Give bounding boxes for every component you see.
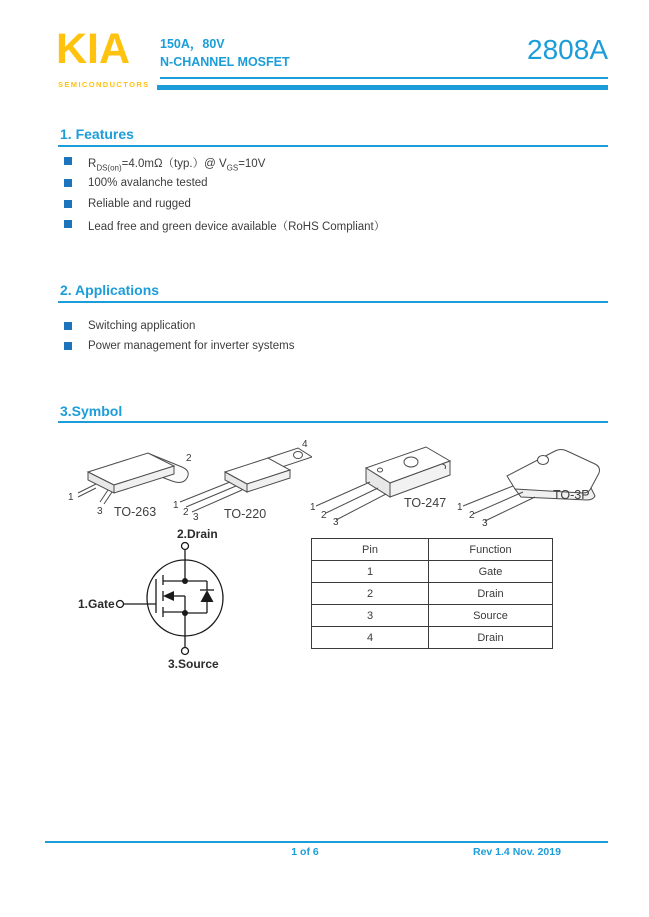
pin-number: 1: [68, 492, 74, 503]
pin-function-table: [311, 538, 553, 649]
terminal-label-source: 3.Source: [168, 657, 219, 671]
bullet-square-icon: [64, 220, 72, 228]
package-label-to3p: TO-3P: [553, 488, 590, 502]
mosfet-symbol-drawing: [70, 524, 280, 674]
pin-number: 3: [193, 512, 199, 523]
page-number: 1 of 6: [291, 846, 319, 858]
footer-rule: [45, 841, 608, 843]
package-label-to220: TO-220: [224, 507, 267, 521]
pin-cell: 3: [312, 605, 429, 627]
application-text: Switching application: [88, 320, 196, 332]
table-row: [312, 605, 553, 627]
feature-text: Lead free and green device available（RoHS Compliant）: [88, 221, 386, 233]
function-cell: Drain: [429, 627, 553, 649]
pin-number: 4: [302, 440, 308, 450]
application-text: Power management for inverter systems: [88, 340, 295, 352]
table-row: [312, 627, 553, 649]
header-rule-thick: [157, 85, 608, 90]
revision-label: Rev 1.4 Nov. 2019: [473, 846, 561, 858]
bullet-square-icon: [64, 342, 72, 350]
package-to247-drawing: [308, 436, 458, 536]
terminal-label-drain: 2.Drain: [177, 527, 218, 541]
pin-number: 1: [310, 502, 316, 513]
table-header-function: Function: [429, 539, 553, 561]
feature-text: 100% avalanche tested: [88, 177, 208, 189]
feature-item: [64, 177, 208, 189]
table-header-row: [312, 539, 553, 561]
function-cell: Drain: [429, 583, 553, 605]
header-rule-thin: [160, 77, 608, 79]
feature-item: [64, 198, 191, 210]
function-cell: Gate: [429, 561, 553, 583]
pin-number: 2: [186, 453, 192, 464]
package-to220-drawing: [172, 440, 312, 526]
package-to3p-drawing: [455, 436, 610, 536]
bullet-square-icon: [64, 179, 72, 187]
terminal-label-gate: 1.Gate: [78, 597, 115, 611]
table-header-pin: Pin: [312, 539, 429, 561]
application-item: [64, 320, 195, 332]
device-rating-line: 150A，80V: [160, 37, 225, 51]
pin-number: 3: [97, 506, 103, 517]
feature-item: [64, 218, 385, 234]
pin-number: 2: [183, 507, 189, 518]
pin-cell: 1: [312, 561, 429, 583]
bullet-square-icon: [64, 157, 72, 165]
applications-section-title: 2. Applications: [60, 282, 160, 298]
pin-number: 2: [321, 510, 327, 521]
bullet-square-icon: [64, 200, 72, 208]
application-item: [64, 340, 294, 352]
device-summary: [160, 35, 290, 71]
applications-section-rule: [58, 301, 608, 303]
pin-number: 1: [173, 500, 179, 511]
feature-text: $R_{DS(on)}=4.0m\Omega(typ.)@$ $V_{GS}=10V$: [88, 158, 266, 173]
part-number: 2808A: [527, 34, 608, 65]
symbol-section-rule: [58, 421, 608, 423]
brand-logo: KIA: [56, 25, 131, 73]
symbol-section-title: 3.Symbol: [60, 403, 123, 419]
pin-number: 3: [482, 518, 488, 529]
bullet-square-icon: [64, 322, 72, 330]
pin-cell: 2: [312, 583, 429, 605]
pin-cell: 4: [312, 627, 429, 649]
features-section-rule: [58, 145, 608, 147]
pin-number: 2: [469, 510, 475, 521]
table-row: [312, 561, 553, 583]
feature-text: Reliable and rugged: [88, 198, 191, 210]
features-section-title: 1. Features: [60, 126, 134, 142]
package-label-to247: TO-247: [404, 496, 447, 510]
feature-item: [64, 155, 265, 172]
table-row: [312, 583, 553, 605]
function-cell: Source: [429, 605, 553, 627]
package-label-to263: TO-263: [114, 505, 157, 519]
brand-logo-subtext: SEMICONDUCTORS: [58, 80, 150, 89]
pin-number: 1: [457, 502, 463, 513]
pin-number: 3: [333, 517, 339, 528]
device-type-line: N-CHANNEL MOSFET: [160, 55, 290, 70]
